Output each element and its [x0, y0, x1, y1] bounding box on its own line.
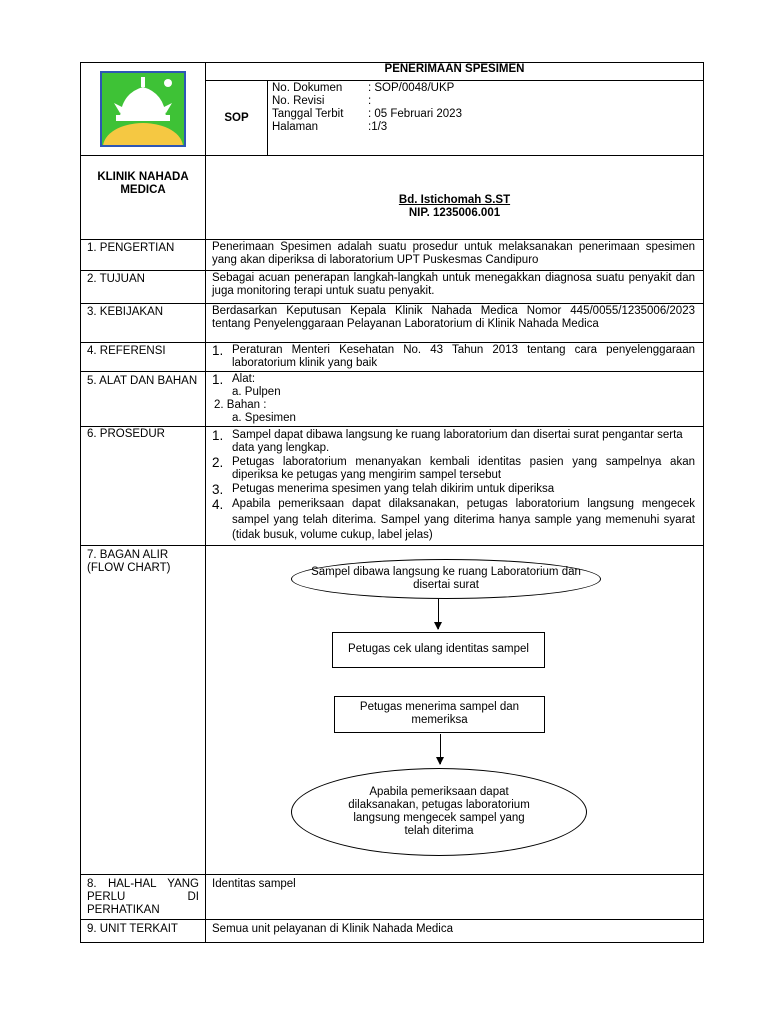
- hal-label-text: 8. HAL-HAL YANG PERLU DI PERHATIKAN: [87, 877, 199, 916]
- text-tujuan: Sebagai acuan penerapan langkah-langkah untuk menegakkan diagnosa suatu penyakit dan juga monitoring terapi untuk suatu penyakit.: [206, 271, 704, 304]
- clinic-logo-icon: [100, 71, 186, 147]
- text-kebijakan: Berdasarkan Keputusan Kepala Klinik Nahada Medica Nomor 445/0055/1235006/2023 tentang Penyelenggaraan Pelayanan Laboratorium di Klinik Nahada Medica: [206, 304, 704, 343]
- flow-node-receive: Petugas menerima sampel dan memeriksa: [334, 696, 545, 733]
- logo-cell: [81, 63, 206, 156]
- list-number: 4.: [212, 497, 224, 512]
- list-text: Alat:: [232, 373, 256, 385]
- text-unit: Semua unit pelayanan di Klinik Nahada Medica: [206, 919, 704, 942]
- list-item: [212, 373, 695, 386]
- text-hal: Identitas sampel: [206, 874, 704, 919]
- meta-value: : 05 Februari 2023: [368, 108, 462, 120]
- sop-document: [80, 62, 703, 943]
- clinic-name: KLINIK NAHADA MEDICA: [81, 156, 206, 240]
- flow-node-end: Apabila pemeriksaan dapat dilaksanakan, petugas laboratorium langsung mengecek sampel yang telah diterima: [291, 768, 587, 856]
- list-item: [212, 483, 695, 496]
- list-number: 3.: [212, 482, 224, 497]
- signer-name: Bd. Istichomah S.ST: [398, 194, 511, 206]
- sop-table: [80, 62, 704, 943]
- flow-node-check: Petugas cek ulang identitas sampel: [332, 632, 545, 668]
- meta-row: [272, 82, 699, 95]
- label-unit: 9. UNIT TERKAIT: [81, 919, 206, 942]
- list-text: Petugas menerima spesimen yang telah dikirim untuk diperiksa: [232, 483, 555, 495]
- referensi-content: [206, 343, 704, 372]
- label-prosedur: 6. PROSEDUR: [81, 427, 206, 546]
- list-text: Petugas laboratorium menanyakan kembali identitas pasien yang sampelnya akan diperiksa ke petugas yang mengirim sampel tersebut: [232, 456, 695, 481]
- flowchart-cell: [206, 545, 704, 874]
- label-hal: [81, 874, 206, 919]
- list-subitem: a. Pulpen: [232, 386, 281, 398]
- meta-value: :1/3: [368, 121, 388, 133]
- list-item: [212, 497, 695, 544]
- list-text: Peraturan Menteri Kesehatan No. 43 Tahun 2013 tentang cara penyelenggaraan laboratorium klinik yang baik: [232, 344, 695, 369]
- list-item: 2. Bahan :: [214, 399, 267, 411]
- flowchart: [206, 546, 703, 874]
- label-tujuan: 2. TUJUAN: [81, 271, 206, 304]
- document-title: PENERIMAAN SPESIMEN: [206, 63, 704, 81]
- list-number: 1.: [212, 343, 224, 358]
- meta-key: No. Revisi: [272, 95, 325, 107]
- meta-key: Halaman: [272, 121, 319, 133]
- list-text: Sampel dapat dibawa langsung ke ruang laboratorium dan disertai surat pengantar serta data yang lengkap.: [232, 429, 683, 454]
- label-alat: 5. ALAT DAN BAHAN: [81, 372, 206, 427]
- list-item: [212, 429, 695, 455]
- list-number: 1.: [212, 428, 224, 443]
- meta-row: [272, 95, 699, 108]
- signer-nip: NIP. 1235006.001: [408, 207, 501, 219]
- meta-value: :: [368, 95, 372, 107]
- list-item: [212, 456, 695, 482]
- label-bagan: 7. BAGAN ALIR (FLOW CHART): [81, 545, 206, 874]
- meta-row: [272, 121, 699, 134]
- meta-key: No. Dokumen: [272, 82, 343, 94]
- list-text: Apabila pemeriksaan dapat dilaksanakan, petugas laboratorium langsung mengecek sampel yang telah diterima. Sampel yang diterima hanya sample yang memenuhi syarat (tidak busuk, volume cukup, label jelas): [232, 498, 695, 541]
- list-number: 1.: [212, 372, 224, 387]
- flow-arrow: [440, 734, 441, 764]
- label-pengertian: 1. PENGERTIAN: [81, 240, 206, 271]
- flow-arrow: [438, 599, 439, 629]
- document-meta: [268, 81, 704, 156]
- text-pengertian: Penerimaan Spesimen adalah suatu prosedur untuk melaksanakan penerimaan spesimen yang akan diperiksa di laboratorium UPT Puskesmas Candipuro: [206, 240, 704, 271]
- flow-node-start: Sampel dibawa langsung ke ruang Laboratorium dan disertai surat: [291, 559, 601, 599]
- list-subitem: a. Spesimen: [232, 412, 296, 424]
- prosedur-content: [206, 427, 704, 546]
- list-item: [212, 344, 695, 370]
- list-number: 2.: [212, 455, 224, 470]
- meta-value: : SOP/0048/UKP: [368, 82, 455, 94]
- label-referensi: 4. REFERENSI: [81, 343, 206, 372]
- meta-row: [272, 108, 699, 121]
- sop-label: SOP: [206, 81, 268, 156]
- label-kebijakan: 3. KEBIJAKAN: [81, 304, 206, 343]
- alat-content: [206, 372, 704, 427]
- signature-block: [206, 156, 704, 240]
- meta-key: Tanggal Terbit: [272, 108, 344, 120]
